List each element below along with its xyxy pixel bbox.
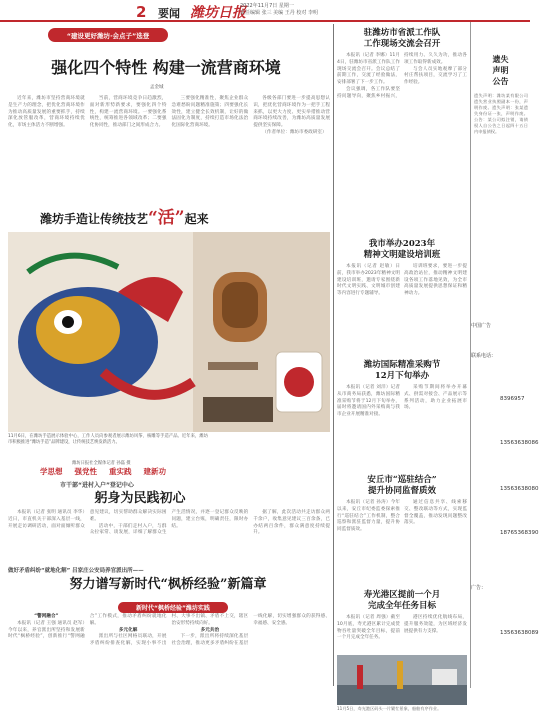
sidebar-phone-1: 8396957	[500, 396, 525, 402]
paper-name: 潍坊日报	[190, 5, 246, 21]
story1-body: 本报讯（记者 李娜）11月4日，驻潍坊市省派工作队工作现场交流会召开。会议总结了前期工作，交流了经验做法，安排部署了下一步工作。 会议强调，各工作队要坚持问题导向，聚焦乡村振兴，持续用力、久久为功，推动各项工作取得新成效。 与会人员实地观摩了部分村庄帮扶项目，交流学习了工作经验。	[337, 53, 467, 99]
page-number: 2	[136, 3, 147, 21]
lead-headline: 强化四个特性 构建一流营商环境	[51, 58, 281, 77]
story3-body: 本报讯（记者 刘洋）记者从市商务局获悉，潍坊国际精准采购节将于12月下旬举办，届时将邀请国内外采购商与我市企业开展精准对接。 采购节期间将举办开幕式、供需对接会、产品展示等系列活动，助力企业拓展市场。	[337, 385, 467, 418]
column-divider	[333, 24, 334, 686]
feature-headline: 潍坊手造让传统技艺“活”起来	[40, 208, 209, 228]
story2-body: 本报讯（记者 赵敏）日前，我市举办2023年精神文明建设培训班，邀请专家围绕新时代文明实践、文明城市创建等内容进行专题辅导。 培训班要求，要进一步提高政治站位，推动精神文明建设各项工作落地见效，为全市高质量发展提供思想保证和精神动力。	[337, 264, 467, 297]
article3-banner: 新时代“枫桥经验”潍坊实践	[118, 602, 228, 613]
story1-headline: 驻潍坊市省派工作队 工作现场交流会召开	[363, 28, 441, 49]
sidebar-phone-3: 13563638080	[500, 486, 539, 492]
slogan-bar: 学思想 强党性 重实践 建新功	[40, 467, 166, 476]
campaign-banner: “建设更好潍坊·会点子”选登	[48, 28, 168, 42]
feature-photo	[8, 232, 330, 432]
feature-caption: 11月6日，在潍坊手造展示体验中心，工作人员向参观者展示潍坊风筝、核雕等手造产品。近年来，潍坊市积极推进“潍坊手造”品牌建设，让传统技艺焕发新活力。	[8, 434, 208, 445]
sidebar-notices: 遗失声明：潍坊某有限公司遗失营业执照副本一份，声明作废。遗失声明：张某遗失身份证一张，声明作废。公告：某公司拟注销，请债权人自公告之日起四十五日内申报债权。	[474, 93, 528, 134]
sidebar-phone-2: 13563638086	[500, 440, 539, 446]
article2-kicker: 市干部“进村入户”登记中心	[60, 482, 134, 489]
article2-headline: 躬身为民践初心	[94, 491, 186, 506]
port-illustration	[337, 655, 467, 705]
lead-body: 近年来，潍坊市坚持营商环境就是生产力的理念，把优化营商环境作为推动高质量发展的重要抓手，持续深化放管服改革，营商环境持续优化，市场主体活力不断增强。 当前，营商环境竞争日趋激烈，面对新形势新要求，要强化四个特性，构建一流营商环境。一要强化系统性，统筹推进各领域改革；二要强化协同性，推动部门之间形成合力。 三要强化精准性，聚焦企业群众急难愁盼问题精准施策；四要强化长效性，建立健全长效机制，让好的做法固化为制度，持续打造市场化法治化国际化营商环境。 各级各部门要进一步提高思想认识，把优化营商环境作为一把手工程来抓，以更大力度、更实举措推动营商环境持续改善，为潍坊高质量发展提供坚实保障。 （作者单位：潍坊市委政研室）	[8, 96, 330, 135]
sidebar-phone-5: 13563638089	[500, 630, 539, 636]
article3-body: “警网融合” 本报讯（记者 王强 通讯员 赵军）今年以来，养官派出所坚持和发展新时代“枫桥经验”，创新推行“警网融合”工作模式，推动矛盾纠纷就地化解。 多元化解 派出所与社区网格员联动，开展矛盾纠纷排查化解，实现小事不出村、大事不出镇、矛盾不上交，辖区治安形势持续向好。 多元共治 下一步，派出所将持续深化基层社会治理，推动更多矛盾纠纷在基层一线化解，切实增强群众的获得感、幸福感、安全感。	[8, 614, 330, 647]
story3-headline: 潍坊国际精准采购节 12月下旬举办	[363, 360, 441, 381]
kite-craft-illustration	[8, 232, 330, 432]
sidebar-title: 遗失 声明 公告	[492, 54, 509, 86]
port-photo	[337, 655, 467, 705]
date-info: 2022年11月7日 星期一 责任编辑 张三 美编 王丹 校对 李明	[240, 3, 318, 16]
article3-kicker: 做好矛盾纠纷“就地化解” 吕家庄公安局养官派出所——	[8, 568, 144, 574]
lead-byline: 孟金城	[150, 85, 164, 90]
article2-body: 本报讯（记者 张明 通讯员 李华）近日，市直机关干部深入基层一线，开展走访调研活动，面对面倾听群众意见建议，切实帮助群众解决实际困难。 活动中，干部们走村入户，与群众拉家常、谈发展，详细了解群众生产生活情况，并逐一登记群众反映的问题，建立台账，明确责任，限时办结。 据了解，此次活动共走访群众两千余户，收集意见建议三百余条，已办结两百余件，群众满意度持续提升。	[8, 510, 330, 536]
photo-credit: 潍坊日报社全媒体记者 孙磊 摄	[72, 461, 131, 466]
story4-body: 本报讯（记者 孙涛）今年以来，安丘市纪委监委探索推行“巡驻结合”工作机制，整合巡察和派驻监督力量，提升协同监督质效。 通过信息共享、线索移交、整改联动等方式，实现监督全覆盖，推动发现问题整改落实。	[337, 500, 467, 533]
story5-body: 本报讯（记者 周强）截至10月底，寿光港区累计完成货物吞吐量突破全年目标，提前一个月完成全年任务。 港区持续优化航线布局，提升服务效能，为区域经济发展提供有力支撑。	[337, 615, 467, 641]
port-caption: 11月5日，寿光港区码头一片繁忙景象，船舶有序作业。	[337, 706, 442, 711]
sidebar-phone-label: 联系电话：	[471, 353, 497, 359]
sidebar-ad-title: 中国广告	[471, 323, 492, 329]
story5-headline: 寿光港区提前一个月 完成全年任务目标	[363, 590, 441, 611]
masthead	[0, 0, 530, 22]
sidebar-ad-label: 广告：	[471, 585, 487, 591]
section-name: 要闻	[158, 7, 180, 20]
article3-headline: 努力谱写新时代“枫桥经验”新篇章	[69, 577, 267, 592]
sidebar-phone-4: 18765368390	[500, 530, 539, 536]
story4-headline: 安丘市“巡驻结合” 提升协同监督质效	[367, 475, 437, 496]
right-column	[337, 24, 467, 711]
story2-headline: 我市举办2023年 精神文明建设培训班	[363, 239, 441, 260]
